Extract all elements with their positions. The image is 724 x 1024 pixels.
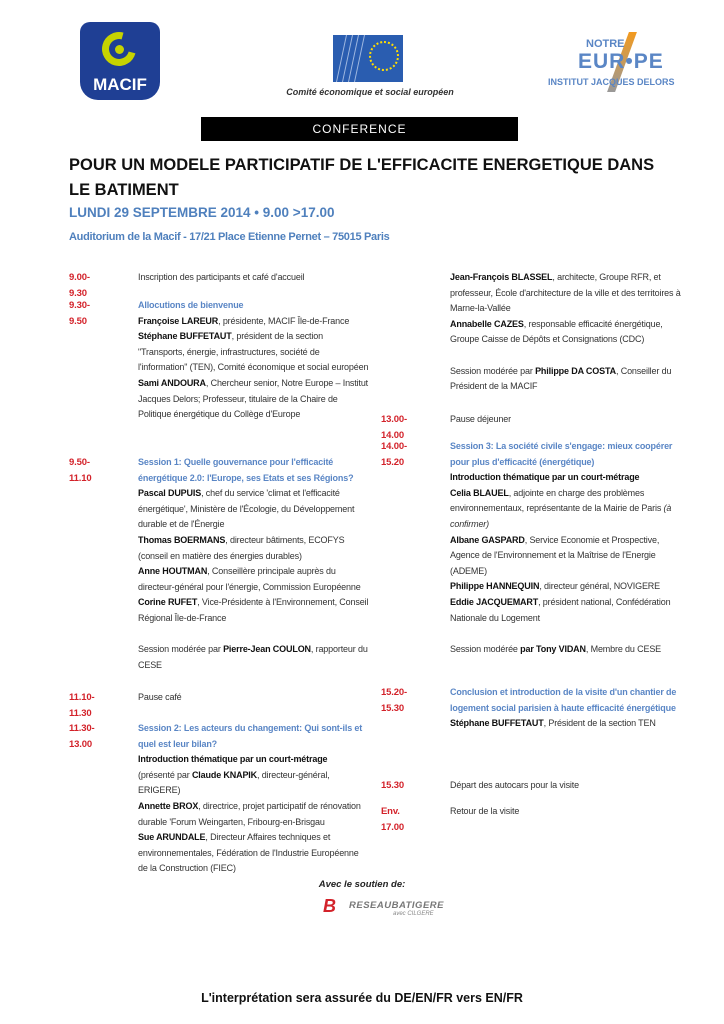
item-text: , Président de la section TEN xyxy=(543,718,656,729)
item-time: Env. 17.00 xyxy=(381,806,405,833)
item-text: (à confirmer) xyxy=(450,503,672,529)
item-body xyxy=(450,270,682,395)
item-text: , chef du service 'climat et l'efficacité énergétique', Ministère de l'Écologie, du Développement durable et de l'Énergie xyxy=(138,488,355,530)
item-body xyxy=(450,804,682,820)
cese-logo xyxy=(333,35,403,82)
item-body xyxy=(138,690,370,706)
speaker-name: Corine RUFET xyxy=(138,597,198,608)
speaker-name: Thomas BOERMANS xyxy=(138,534,226,545)
item-text: , adjointe en charge des problèmes environnementaux, représentante de la Mairie de Paris xyxy=(450,487,664,514)
speaker-name: Sue ARUNDALE xyxy=(138,832,206,843)
speaker-name: Philippe DA COSTA xyxy=(535,365,617,376)
speaker-name: Sami ANDOURA xyxy=(138,377,206,388)
item-text: , Conseillère principale auprès du directeur-général pour l'énergie, Commission Européenne xyxy=(138,566,361,592)
ne-top: NOTRE xyxy=(586,38,625,50)
sponsor-logo-sub: avec CILGERE xyxy=(393,911,434,917)
item-time: 11.30-13.00 xyxy=(69,723,95,750)
item-time: 14.00-15.20 xyxy=(381,441,408,468)
speaker-name: Stéphane BUFFETAUT xyxy=(450,718,544,729)
speaker-name: Introduction thématique par un court-métrage xyxy=(138,754,328,765)
item-text: , président national, Confédération Nationale du Logement xyxy=(450,596,671,623)
speaker-name: Celia BLAUEL xyxy=(450,487,509,498)
speaker-name: Annabelle CAZES xyxy=(450,318,524,329)
speaker-name: Pascal DUPUIS xyxy=(138,488,202,499)
item-text: , directrice, projet participatif de rénovation durable 'Forum Weingarten, Fribourg-en-Brisgau xyxy=(138,800,361,827)
session-title: Session 3: La société civile s'engage: mieux coopérer pour plus d'efficacité (énergétique) xyxy=(450,441,673,467)
session-title: Allocutions de bienvenue xyxy=(138,300,244,310)
item-time: 11.10-11.30 xyxy=(69,692,95,719)
speaker-name: Jean-François BLASSEL xyxy=(450,272,553,282)
page-title: POUR UN MODELE PARTICIPATIF DE L'EFFICACITE ENERGETIQUE DANS LE BATIMENT xyxy=(69,156,655,199)
speaker-name: Albane GASPARD xyxy=(450,534,525,545)
speaker-name: Stéphane BUFFETAUT xyxy=(138,331,232,342)
notre-europe-logo xyxy=(548,30,698,100)
item-time: 9.30-9.50 xyxy=(69,300,90,327)
item-text: , Directeur Affaires techniques et environnementales, Fédération de l'Industrie Européenne de la Construction (FIEC) xyxy=(138,832,359,874)
item-body xyxy=(450,778,682,794)
ne-bottom: INSTITUT JACQUES DELORS xyxy=(548,77,675,87)
item-text: Retour de la visite xyxy=(450,806,520,816)
item-text: , Service Economie et Prospective, Agence de l'Environnement et la Maîtrise de l'Energie (ADEME) xyxy=(450,534,660,576)
item-body xyxy=(138,298,370,423)
item-text: , président de la section "Transports, énergie, infrastructures, société de l'information" (TEN), Comité économique et social européen xyxy=(138,331,369,373)
item-body xyxy=(450,412,682,428)
item-text: , Vice-Présidente à l'Environnement, Conseil Régional Île-de-France xyxy=(138,597,369,623)
item-time: 15.20-15.30 xyxy=(381,687,408,714)
item-text: , directeur bâtiments, ECOFYS (conseil en matière des énergies durables) xyxy=(138,534,345,561)
item-text: , présidente, MACIF Île-de-France xyxy=(218,315,350,326)
item-text: , directeur général, NOVIGERE xyxy=(539,581,661,592)
item-text: Session modérée xyxy=(450,643,521,654)
item-text: , rapporteur du CESE xyxy=(138,644,368,670)
session-title: Conclusion et introduction de la visite d'un chantier de logement social parisien à haute efficacité énergétique xyxy=(450,687,677,713)
item-time: 15.30 xyxy=(381,780,405,791)
item-body xyxy=(450,685,682,732)
conference-banner: CONFERENCE xyxy=(201,117,518,141)
session-title: Session 2: Les acteurs du changement: Qui sont-ils et quel est leur bilan? xyxy=(138,723,363,749)
speaker-name: Philippe HANNEQUIN xyxy=(450,581,540,592)
item-text: , architecte, Groupe RFR, et professeur, École d'architecture de la ville et des territoires à Marne-la-Vallée xyxy=(450,272,681,314)
item-text: (présenté par xyxy=(138,769,192,780)
b-logo-icon: B xyxy=(323,896,336,916)
ne-mid: EUR•PE xyxy=(578,50,664,73)
reseau-batigere-logo xyxy=(323,896,473,922)
sponsor-logo-name: RESEAUBATIGERE xyxy=(349,900,444,911)
macif-logo xyxy=(80,22,160,100)
sponsor-label: Avec le soutien de: xyxy=(318,879,406,890)
item-text: Pause café xyxy=(138,692,182,702)
item-time: 13.00-14.00 xyxy=(381,414,408,441)
eu-stars-icon xyxy=(369,41,399,71)
item-body xyxy=(450,439,682,657)
interpretation-note: L'interprétation sera assurée du DE/EN/FR vers EN/FR xyxy=(201,991,523,1005)
speaker-name: Pierre-Jean COULON xyxy=(223,644,311,655)
speaker-name: Anne HOUTMAN xyxy=(138,566,208,577)
item-text: Pause déjeuner xyxy=(450,414,511,424)
speaker-name: Eddie JACQUEMART xyxy=(450,596,539,607)
speaker-name: Claude KNAPIK xyxy=(191,769,257,780)
item-text: Départ des autocars pour la visite xyxy=(450,780,579,790)
item-body xyxy=(138,270,370,286)
item-text: , Membre du CESE xyxy=(585,643,662,654)
item-text: , responsable efficacité énergétique, Groupe Caisse de Dépôts et Consignations (CDC) xyxy=(450,318,663,345)
speaker-name: par Tony VIDAN xyxy=(520,643,586,654)
item-text: Inscription des participants et café d'accueil xyxy=(138,272,305,282)
speaker-name: Françoise LAREUR xyxy=(138,315,219,326)
item-text: Session modérée par xyxy=(138,644,224,655)
item-body xyxy=(138,455,370,673)
speaker-name: Introduction thématique par un court-métrage xyxy=(450,472,640,483)
speaker-name: Annette BROX xyxy=(138,800,199,811)
item-time: 9.00-9.30 xyxy=(69,272,90,299)
item-text: , Chercheur senior, Notre Europe – Institut Jacques Delors; Professeur, titulaire de la Chaire de Politique énergétique du Collège d'Europe xyxy=(138,377,369,420)
item-body xyxy=(138,721,370,877)
cese-caption: Comité économique et social européen xyxy=(286,87,454,97)
event-date: LUNDI 29 SEPTEMBRE 2014 • 9.00 >17.00 xyxy=(69,205,335,220)
event-address: Auditorium de la Macif - 17/21 Place Etienne Pernet – 75015 Paris xyxy=(69,231,390,243)
item-text: , Conseiller du Président de la MACIF xyxy=(450,365,672,392)
session-title: Session 1: Quelle gouvernance pour l'efficacité énergétique 2.0: l'Europe, ses Etats et ses Régions? xyxy=(138,457,354,483)
item-time: 9.50-11.10 xyxy=(69,457,92,484)
item-text: Session modérée par xyxy=(450,365,536,376)
item-text: , directeur-général, ERIGERE) xyxy=(138,769,330,796)
macif-logo-text: MACIF xyxy=(93,75,147,94)
